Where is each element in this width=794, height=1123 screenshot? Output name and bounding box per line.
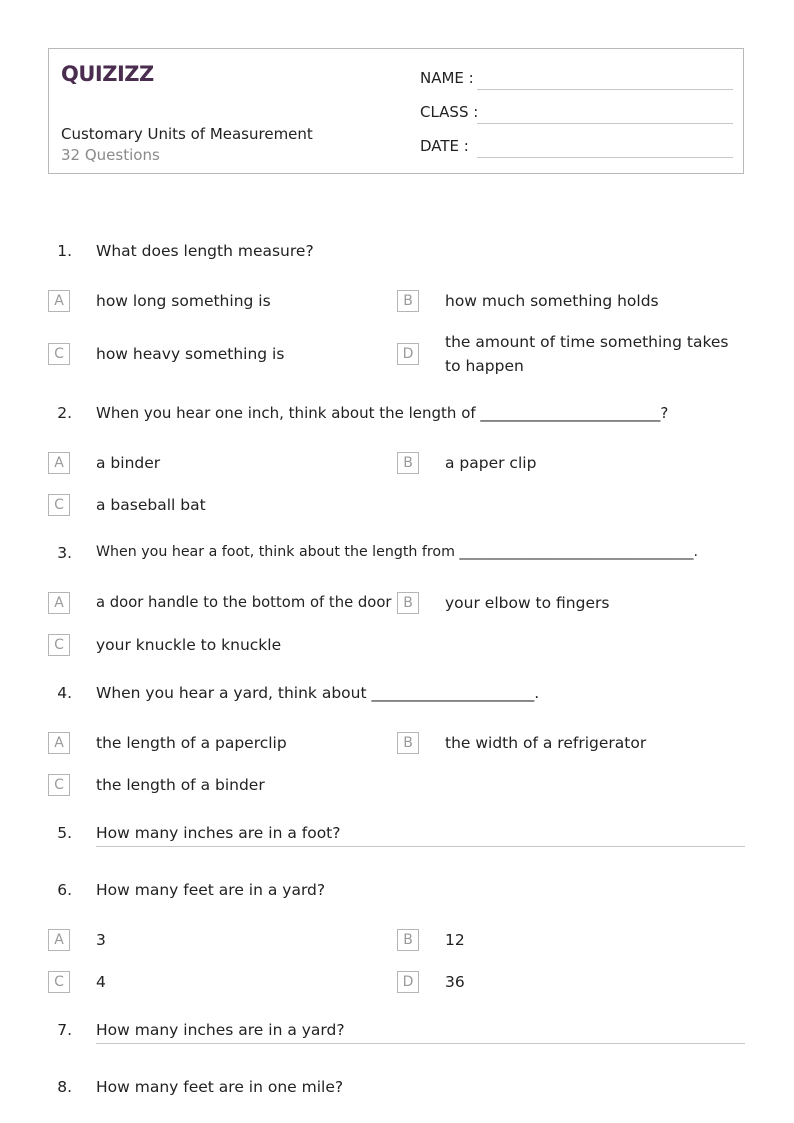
option-text: the length of a paperclip: [96, 734, 287, 752]
option-text: the width of a refrigerator: [445, 734, 647, 752]
option-text: the length of a binder: [96, 776, 265, 794]
option-text: 4: [96, 973, 106, 991]
option-letter-box[interactable]: C: [48, 343, 70, 365]
option-letter-box[interactable]: A: [48, 732, 70, 754]
option-text: 36: [445, 973, 465, 991]
question-text: How many feet are in a yard?: [96, 881, 326, 899]
worksheet-title: Customary Units of Measurement: [61, 125, 313, 143]
option-text: your knuckle to knuckle: [96, 636, 282, 654]
option-letter-box[interactable]: C: [48, 634, 70, 656]
option-text: a binder: [96, 454, 161, 472]
question-number: 7.: [57, 1021, 72, 1039]
question-number: 2.: [57, 404, 72, 422]
question-text: How many feet are in one mile?: [96, 1078, 344, 1096]
option-text: your elbow to fingers: [445, 594, 610, 612]
option-letter-box[interactable]: D: [397, 343, 419, 365]
date-label: DATE :: [420, 137, 469, 155]
worksheet-header: [48, 48, 744, 174]
option-text: a paper clip: [445, 454, 537, 472]
name-label: NAME :: [420, 69, 474, 87]
question-text: What does length measure?: [96, 242, 314, 260]
question-number: 8.: [57, 1078, 72, 1096]
option-letter-box[interactable]: B: [397, 732, 419, 754]
class-line[interactable]: [477, 123, 733, 124]
date-line[interactable]: [477, 157, 733, 158]
question-count: 32 Questions: [61, 146, 160, 164]
option-text: a door handle to the bottom of the door: [96, 594, 392, 611]
option-letter-box[interactable]: D: [397, 971, 419, 993]
option-letter-box[interactable]: A: [48, 592, 70, 614]
option-text: how heavy something is: [96, 345, 285, 363]
option-letter-box[interactable]: A: [48, 929, 70, 951]
name-line[interactable]: [477, 89, 733, 90]
option-letter-box[interactable]: C: [48, 971, 70, 993]
option-text: a baseball bat: [96, 496, 206, 514]
question-text: How many inches are in a yard?: [96, 1021, 345, 1039]
svg-text:QUIZIZZ: QUIZIZZ: [61, 62, 154, 86]
question-text: When you hear a foot, think about the length from _________________________________.: [96, 544, 699, 560]
option-letter-box[interactable]: B: [397, 592, 419, 614]
option-letter-box[interactable]: C: [48, 494, 70, 516]
option-letter-box[interactable]: B: [397, 929, 419, 951]
question-number: 5.: [57, 824, 72, 842]
class-label: CLASS :: [420, 103, 479, 121]
option-text: 3: [96, 931, 106, 949]
question-text: When you hear one inch, think about the length of ________________________?: [96, 404, 669, 422]
option-text: how much something holds: [445, 292, 659, 310]
option-text: the amount of time something takes to happen: [445, 333, 729, 375]
option-text: how long something is: [96, 292, 271, 310]
option-letter-box[interactable]: B: [397, 452, 419, 474]
option-letter-box[interactable]: A: [48, 452, 70, 474]
question-text: How many inches are in a foot?: [96, 824, 341, 842]
question-text: When you hear a yard, think about _____________________.: [96, 684, 540, 702]
answer-line[interactable]: [96, 1043, 745, 1044]
answer-line[interactable]: [96, 846, 745, 847]
question-number: 3.: [57, 544, 72, 562]
quizizz-logo: [61, 59, 157, 87]
question-number: 4.: [57, 684, 72, 702]
question-number: 6.: [57, 881, 72, 899]
option-letter-box[interactable]: B: [397, 290, 419, 312]
question-number: 1.: [57, 242, 72, 260]
option-letter-box[interactable]: C: [48, 774, 70, 796]
option-text: 12: [445, 931, 465, 949]
option-letter-box[interactable]: A: [48, 290, 70, 312]
